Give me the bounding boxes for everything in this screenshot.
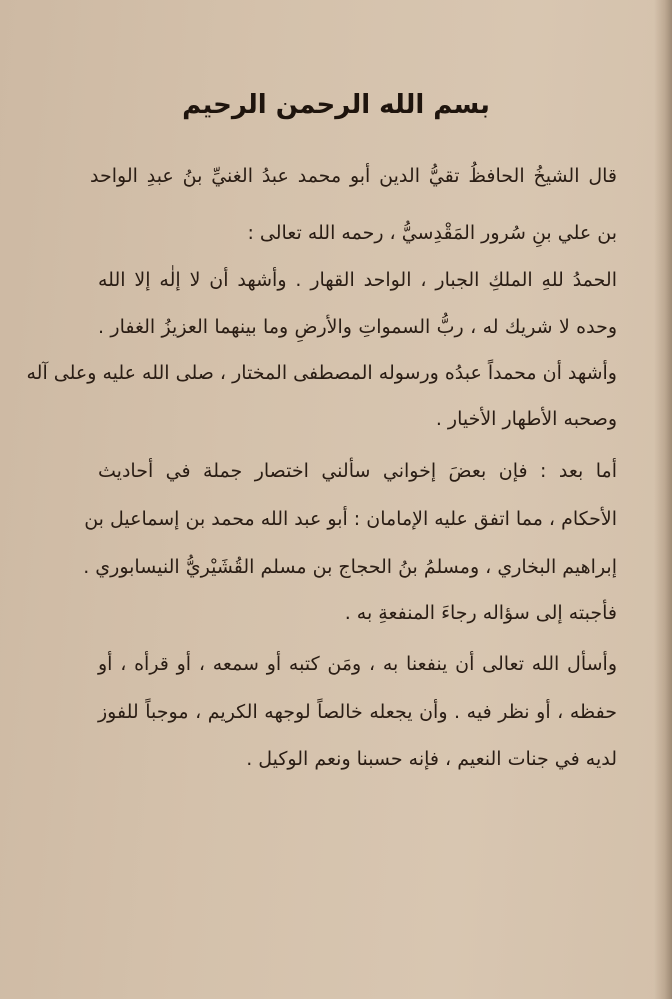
text-line-12: حفظه ، أو نظر فيه . وأن يجعله خالصاً لوجهه الكريم ، موجباً للفوز bbox=[98, 701, 617, 723]
text-line-10: فأجبته إلى سؤاله رجاءَ المنفعةِ به . bbox=[344, 602, 617, 624]
basmala-heading: بسم الله الرحمن الرحيم bbox=[182, 90, 490, 120]
text-line-9: إبراهيم البخاري ، ومسلمُ بنُ الحجاج بن مسلم القُشَيْريُّ النيسابوري . bbox=[83, 556, 617, 578]
text-line-3: الحمدُ للهِ الملكِ الجبار ، الواحد القهار . وأشهد أن لا إلٰه إلا الله bbox=[98, 269, 617, 291]
page-edge-shadow bbox=[654, 0, 672, 999]
text-line-4: وحده لا شريك له ، ربُّ السمواتِ والأرضِ وما بينهما العزيزُ الغفار . bbox=[98, 316, 617, 338]
text-line-8: الأحكام ، مما اتفق عليه الإمامان : أبو عبد الله محمد بن إسماعيل بن bbox=[84, 508, 617, 530]
text-line-1: قال الشيخُ الحافظُ تقيُّ الدين أبو محمد عبدُ الغنيِّ بنُ عبدِ الواحد bbox=[90, 165, 617, 187]
text-line-7: أما بعد : فإن بعضَ إخواني سألني اختصار جملة في أحاديث bbox=[98, 460, 617, 482]
text-line-2: بن علي بنِ سُرور المَقْدِسيُّ ، رحمه الله تعالى : bbox=[247, 222, 617, 244]
text-line-11: وأسأل الله تعالى أن ينفعنا به ، ومَن كتبه أو سمعه ، أو قرأه ، أو bbox=[98, 653, 617, 675]
text-line-5: وأشهد أن محمداً عبدُه ورسوله المصطفى المختار ، صلى الله عليه وعلى آله bbox=[26, 362, 617, 384]
text-line-13: لديه في جنات النعيم ، فإنه حسبنا ونعم الوكيل . bbox=[246, 748, 617, 770]
text-line-6: وصحبه الأطهار الأخيار . bbox=[435, 408, 617, 430]
